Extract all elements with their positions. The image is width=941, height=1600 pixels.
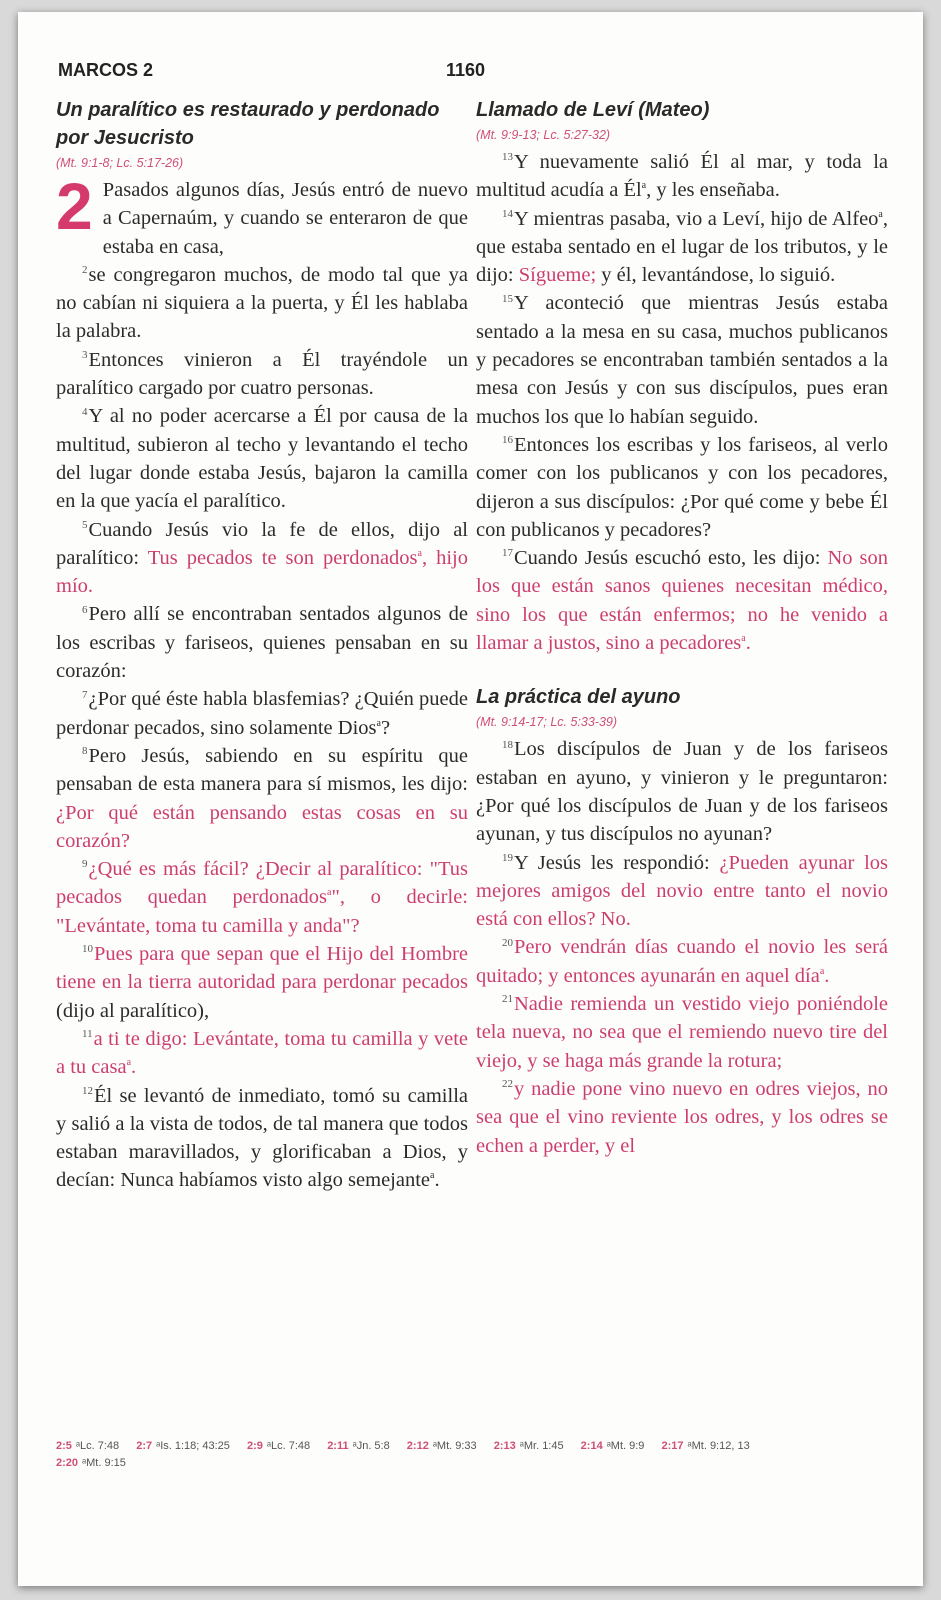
verse-7 bbox=[56, 685, 468, 742]
verse-text: Él se levantó de inmediato, tomó su camilla y salió a la vista de todos, de tal manera que todos estaban maravillados, y glorificaban a Dios, y decían: Nunca habíamos visto algo semejante bbox=[56, 1084, 468, 1192]
verse-number: 20 bbox=[502, 936, 513, 949]
footnote bbox=[56, 1457, 126, 1469]
verse-text-end: y él, levantándose, lo siguió. bbox=[601, 264, 836, 287]
footnote-marker: a bbox=[376, 717, 381, 729]
verse-text: Y nuevamente salió Él al mar, y toda la multitud acudía a Él bbox=[476, 151, 888, 202]
verse-text: Los discípulos de Juan y de los fariseos estaban en ayuno, y vinieron y le preguntaron: ¿Por qué los discípulos de Juan y de los fariseos ayunan, y tus discípulos no ayunan? bbox=[476, 738, 888, 846]
verse-text-continued: , que estaba sentado en el lugar de los tributos, y le dijo: bbox=[476, 207, 888, 287]
page-number: 1160 bbox=[446, 60, 486, 80]
footnotes bbox=[56, 1438, 896, 1472]
footnote-text: ᵃMt. 9:15 bbox=[82, 1457, 126, 1469]
words-of-jesus: y nadie pone vino nuevo en odres viejos, no sea que el vino reviente los odres, y los odres se echen a perder, y el bbox=[476, 1077, 888, 1157]
footnote bbox=[247, 1440, 310, 1452]
footnote bbox=[661, 1440, 749, 1452]
words-of-jesus-end: . bbox=[131, 1056, 137, 1079]
verse-10 bbox=[56, 940, 468, 1025]
verse-4 bbox=[56, 402, 468, 515]
footnote-label: 2:7 bbox=[136, 1440, 153, 1452]
footnote-marker: a bbox=[430, 1170, 435, 1182]
verse-text: Entonces vinieron a Él trayéndole un paralítico cargado por cuatro personas. bbox=[56, 348, 468, 400]
verse-number: 4 bbox=[82, 405, 88, 418]
section-title-paralytic: Un paralítico es restaurado y perdonado por Jesucristo bbox=[56, 99, 440, 149]
footnote bbox=[56, 1440, 119, 1452]
verse-text-end: ? bbox=[380, 716, 391, 739]
verse-2 bbox=[56, 261, 468, 346]
verse-15 bbox=[476, 289, 888, 430]
verse-12 bbox=[56, 1082, 468, 1195]
verse-text: Entonces los escribas y los fariseos, al verlo comer con los publicanos y con los pecadores, dijeron a sus discípulos: ¿Por qué come y bebe Él con publicanos y pecadores? bbox=[476, 433, 888, 541]
footnote-text: ᵃMt. 9:33 bbox=[432, 1440, 477, 1452]
footnote bbox=[494, 1440, 564, 1452]
words-of-jesus: Tus pecados te son perdonados bbox=[147, 546, 418, 569]
verse-text: Cuando Jesús vio la fe de ellos, dijo al paralítico: bbox=[56, 518, 468, 569]
verse-text: Cuando Jesús escuchó esto, les dijo: bbox=[514, 547, 821, 570]
verse-text-end: . bbox=[434, 1169, 440, 1192]
verse-text: Y al no poder acercarse a Él por causa de la multitud, subieron al techo y levantando el techo del lugar donde estaba Jesús, bajaron la camilla en la que yacía el paralítico. bbox=[56, 405, 468, 513]
footnote-marker: a bbox=[417, 548, 422, 560]
section-refs-paralytic: (Mt. 9:1-8; Lc. 5:17-26) bbox=[56, 156, 184, 170]
footnote-label: 2:14 bbox=[580, 1440, 603, 1452]
verse-text: Pero allí se encontraban sentados algunos de los escribas y fariseos, quienes pensaban en su corazón: bbox=[56, 603, 468, 683]
verse-text: (dijo al paralítico), bbox=[56, 999, 210, 1022]
words-of-jesus: No son los que están sanos quienes necesitan médico, sino los que están enfermos; no he venido a llamar a justos, sino a pecadores bbox=[476, 547, 888, 655]
verse-1 bbox=[56, 169, 468, 261]
verse-number: 8 bbox=[82, 745, 88, 758]
verse-number: 14 bbox=[502, 207, 513, 220]
footnote-marker: a bbox=[741, 633, 746, 645]
verse-21 bbox=[476, 990, 888, 1075]
footnote-label: 2:17 bbox=[661, 1440, 684, 1452]
footnote-marker: a bbox=[327, 887, 332, 899]
book-chapter-header: MARCOS 2 bbox=[58, 60, 154, 80]
footnote-marker: a bbox=[819, 965, 825, 977]
verse-number: 3 bbox=[82, 348, 88, 361]
footnote-text: ᵃMt. 9:12, 13 bbox=[687, 1440, 750, 1452]
left-column bbox=[56, 96, 468, 1195]
section-refs-fasting: (Mt. 9:14-17; Lc. 5:33-39) bbox=[476, 715, 618, 730]
footnote-label: 2:11 bbox=[327, 1440, 349, 1452]
right-column bbox=[476, 96, 888, 1160]
words-of-jesus-end: . bbox=[824, 964, 830, 987]
words-of-jesus: ¿Por qué están pensando estas cosas en su corazón? bbox=[56, 801, 468, 852]
verse-text: ¿Por qué éste habla blasfemias? ¿Quién puede perdonar pecados, sino solamente Dios bbox=[56, 688, 468, 739]
footnote bbox=[407, 1440, 477, 1452]
verse-text: Y mientras pasaba, vio a Leví, hijo de Alfeo bbox=[514, 207, 879, 230]
verse-19 bbox=[476, 849, 888, 934]
verse-number: 11 bbox=[82, 1028, 93, 1041]
verse-9 bbox=[56, 855, 468, 940]
verse-number: 18 bbox=[502, 738, 513, 751]
verse-number: 2 bbox=[82, 264, 88, 277]
words-of-jesus: ¿Qué es más fácil? ¿Decir al paralítico: "Tus pecados quedan perdonados bbox=[56, 858, 468, 909]
verse-text: se congregaron muchos, de modo tal que ya no cabían ni siquiera a la puerta, y Él les hablaba la palabra. bbox=[56, 263, 468, 343]
verse-number: 6 bbox=[82, 603, 88, 616]
footnote-marker: a bbox=[878, 208, 883, 220]
verse-20 bbox=[476, 933, 888, 990]
section-title-fasting: La práctica del ayuno bbox=[476, 686, 681, 709]
verse-number: 12 bbox=[82, 1084, 93, 1097]
verse-text-end: , y les enseñaba. bbox=[646, 179, 780, 202]
footnote bbox=[136, 1440, 230, 1452]
verse-3 bbox=[56, 346, 468, 403]
section-title-levi: Llamado de Leví (Mateo) bbox=[476, 99, 710, 121]
verse-text: Pasados algunos días, Jesús entró de nuevo a Capernaúm, y cuando se enteraron de que estaba en casa, bbox=[102, 179, 468, 258]
words-of-jesus: Nadie remienda un vestido viejo poniéndole tela nueva, no sea que el remiendo nuevo tire del viejo, y se haga más grande la rotura; bbox=[476, 993, 888, 1072]
footnote-label: 2:12 bbox=[406, 1440, 429, 1452]
verse-14 bbox=[476, 205, 888, 290]
footnote bbox=[581, 1440, 645, 1452]
words-of-jesus: Pero vendrán días cuando el novio les será quitado; y entonces ayunarán en aquel día bbox=[476, 936, 888, 987]
verse-text: Pero Jesús, sabiendo en su espíritu que pensaban de esta manera para sí mismos, les dijo: bbox=[56, 744, 468, 796]
verse-16 bbox=[476, 431, 888, 544]
verse-number: 5 bbox=[82, 518, 88, 531]
chapter-number: 2 bbox=[56, 169, 93, 243]
verse-number: 19 bbox=[502, 851, 513, 864]
verse-18 bbox=[476, 735, 888, 848]
footnote-marker: a bbox=[641, 180, 647, 192]
footnote bbox=[327, 1440, 390, 1452]
verse-number: 21 bbox=[502, 993, 513, 1006]
footnote-text: ᵃJn. 5:8 bbox=[352, 1440, 390, 1452]
verse-text: Y Jesús les respondió: bbox=[514, 851, 710, 874]
words-of-jesus: ¿Pueden ayunar los mejores amigos del novio entre tanto el novio está con ellos? No. bbox=[476, 851, 888, 931]
verse-17 bbox=[476, 544, 888, 657]
verse-22 bbox=[476, 1075, 888, 1160]
verse-6 bbox=[56, 600, 468, 685]
verse-11 bbox=[56, 1025, 468, 1082]
footnote-label: 2:5 bbox=[56, 1440, 72, 1452]
footnote-text: ᵃMt. 9:9 bbox=[606, 1440, 645, 1452]
page-header bbox=[58, 60, 888, 88]
footnote-text: ᵃLc. 7:48 bbox=[266, 1440, 311, 1452]
words-of-jesus: Pues para que sepan que el Hijo del Hombre tiene en la tierra autoridad para perdonar pecados bbox=[56, 943, 468, 994]
footnote-text: ᵃIs. 1:18; 43:25 bbox=[156, 1440, 230, 1452]
words-of-jesus: a ti te digo: Levántate, toma tu camilla y vete a tu casa bbox=[56, 1027, 468, 1079]
section-spacer bbox=[476, 657, 888, 683]
footnote-text: ᵃMr. 1:45 bbox=[519, 1440, 564, 1452]
words-of-jesus: , hijo mío. bbox=[56, 546, 468, 598]
footnote-text: ᵃLc. 7:48 bbox=[75, 1440, 120, 1452]
words-of-jesus-end: . bbox=[745, 632, 751, 655]
verse-8 bbox=[56, 742, 468, 855]
verse-number: 22 bbox=[502, 1078, 513, 1091]
verse-number: 15 bbox=[502, 292, 513, 305]
verse-number: 13 bbox=[502, 151, 513, 164]
verse-5 bbox=[56, 516, 468, 601]
verse-number: 10 bbox=[82, 943, 93, 956]
verse-number: 16 bbox=[502, 434, 513, 447]
verse-number: 7 bbox=[82, 688, 88, 701]
footnote-label: 2:9 bbox=[246, 1440, 263, 1452]
footnote-marker: a bbox=[126, 1057, 132, 1069]
verse-number: 9 bbox=[82, 858, 88, 871]
section-refs-levi: (Mt. 9:9-13; Lc. 5:27-32) bbox=[476, 128, 611, 142]
verse-number: 17 bbox=[502, 547, 513, 560]
bible-page bbox=[18, 12, 923, 1586]
verse-13 bbox=[476, 148, 888, 205]
verse-text: Y aconteció que mientras Jesús estaba sentado a la mesa en su casa, muchos publicanos y pecadores se encontraban también sentados a la mesa con Jesús y con sus discípulos, pues eran muchos los que lo habían seguido. bbox=[476, 292, 888, 428]
words-of-jesus: Sígueme; bbox=[518, 264, 597, 287]
words-of-jesus: ", o decirle: "Levántate, toma tu camilla y anda"? bbox=[56, 886, 468, 937]
footnote-label: 2:20 bbox=[56, 1457, 79, 1469]
footnote-label: 2:13 bbox=[493, 1440, 516, 1452]
